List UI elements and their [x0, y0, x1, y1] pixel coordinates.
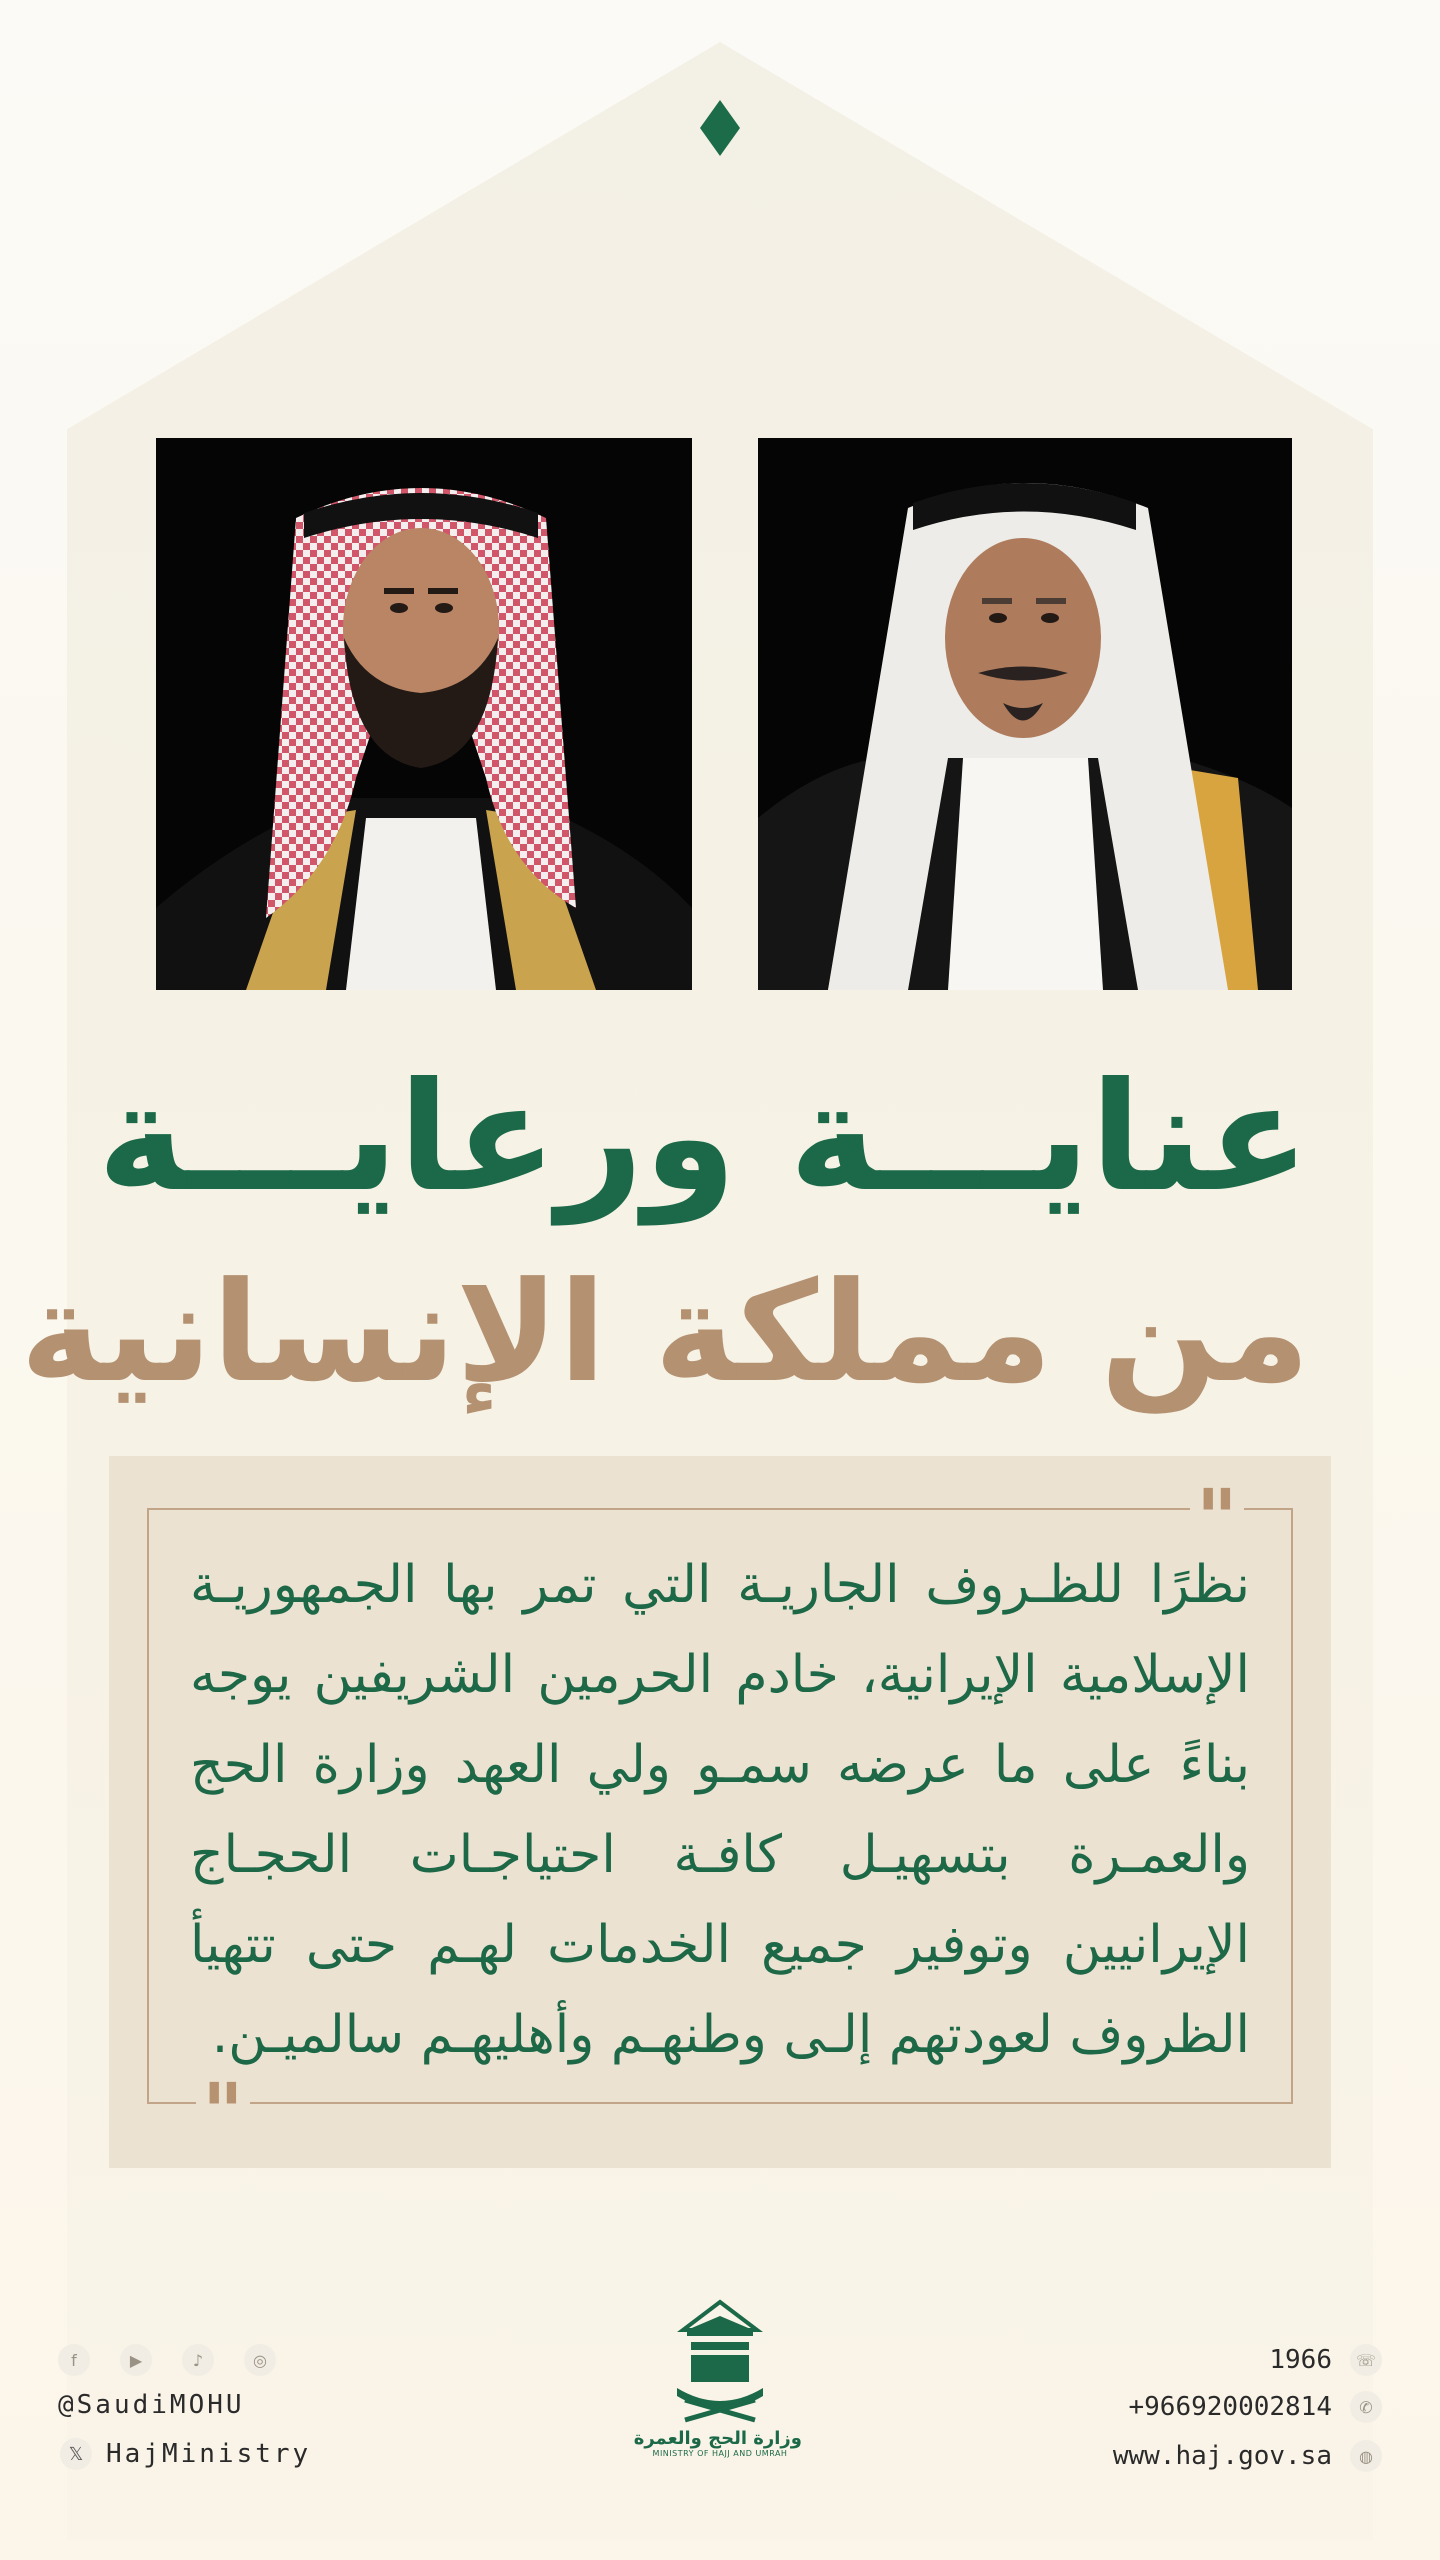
ministry-logo	[633, 2296, 802, 2480]
phone-contact[interactable]	[1129, 2391, 1383, 2423]
portrait-king	[758, 438, 1292, 990]
hotline-number: 1966	[1269, 2345, 1332, 2375]
social-icons	[58, 2344, 276, 2376]
logo-english-text: MINISTRY OF HAJJ AND UMRAH	[652, 2449, 788, 2458]
headline-kingdom-of-humanity: من مملكة الإنسانية	[20, 1252, 1310, 1413]
quote-text: نظرًا للظـروف الجاريـة التي تمر بها الجمهوريـة الإسلامية الإيرانية، خادم الحرمين الشريفين يوجه بناءً على ما عرضه سمـو ولي العهد وزارة الحج والعمـرة بتسهيـل كافـة احتياجـات الحجـاج الإيرانيين وتوفير جميع الخدمات لهـم حتى تتهيأ الظروف لعودتهم إلـى وطنهـم وأهليهـم سالميـن.	[190, 1555, 1250, 2065]
quote-close-icon: "	[196, 2082, 250, 2142]
kaaba-logo-icon	[665, 2296, 775, 2426]
globe-icon: ◍	[1350, 2440, 1382, 2472]
quote-open-icon: "	[1190, 1488, 1244, 1548]
social-handle[interactable]: @SaudiMOHU	[58, 2390, 245, 2420]
headline-care: عنايـــة ورعايـــة	[97, 1051, 1310, 1225]
instagram-icon[interactable]: ◎	[244, 2344, 276, 2376]
logo-arabic-text: وزارة الحج والعمرة	[633, 2428, 802, 2449]
website-url: www.haj.gov.sa	[1112, 2441, 1332, 2471]
hotline[interactable]	[1269, 2344, 1382, 2376]
x-icon: 𝕏	[60, 2438, 92, 2470]
youtube-icon[interactable]: ▶	[120, 2344, 152, 2376]
tiktok-icon[interactable]: ♪	[182, 2344, 214, 2376]
portrait-crown-prince	[156, 438, 692, 990]
website-link[interactable]	[1113, 2440, 1382, 2472]
phone-number: +966920002814	[1128, 2392, 1332, 2422]
facebook-icon[interactable]: f	[58, 2344, 90, 2376]
x-handle-label: HajMinistry	[106, 2439, 312, 2469]
x-handle[interactable]	[60, 2438, 311, 2470]
phone-icon: ☏	[1350, 2344, 1382, 2376]
call-icon: ✆	[1350, 2391, 1382, 2423]
